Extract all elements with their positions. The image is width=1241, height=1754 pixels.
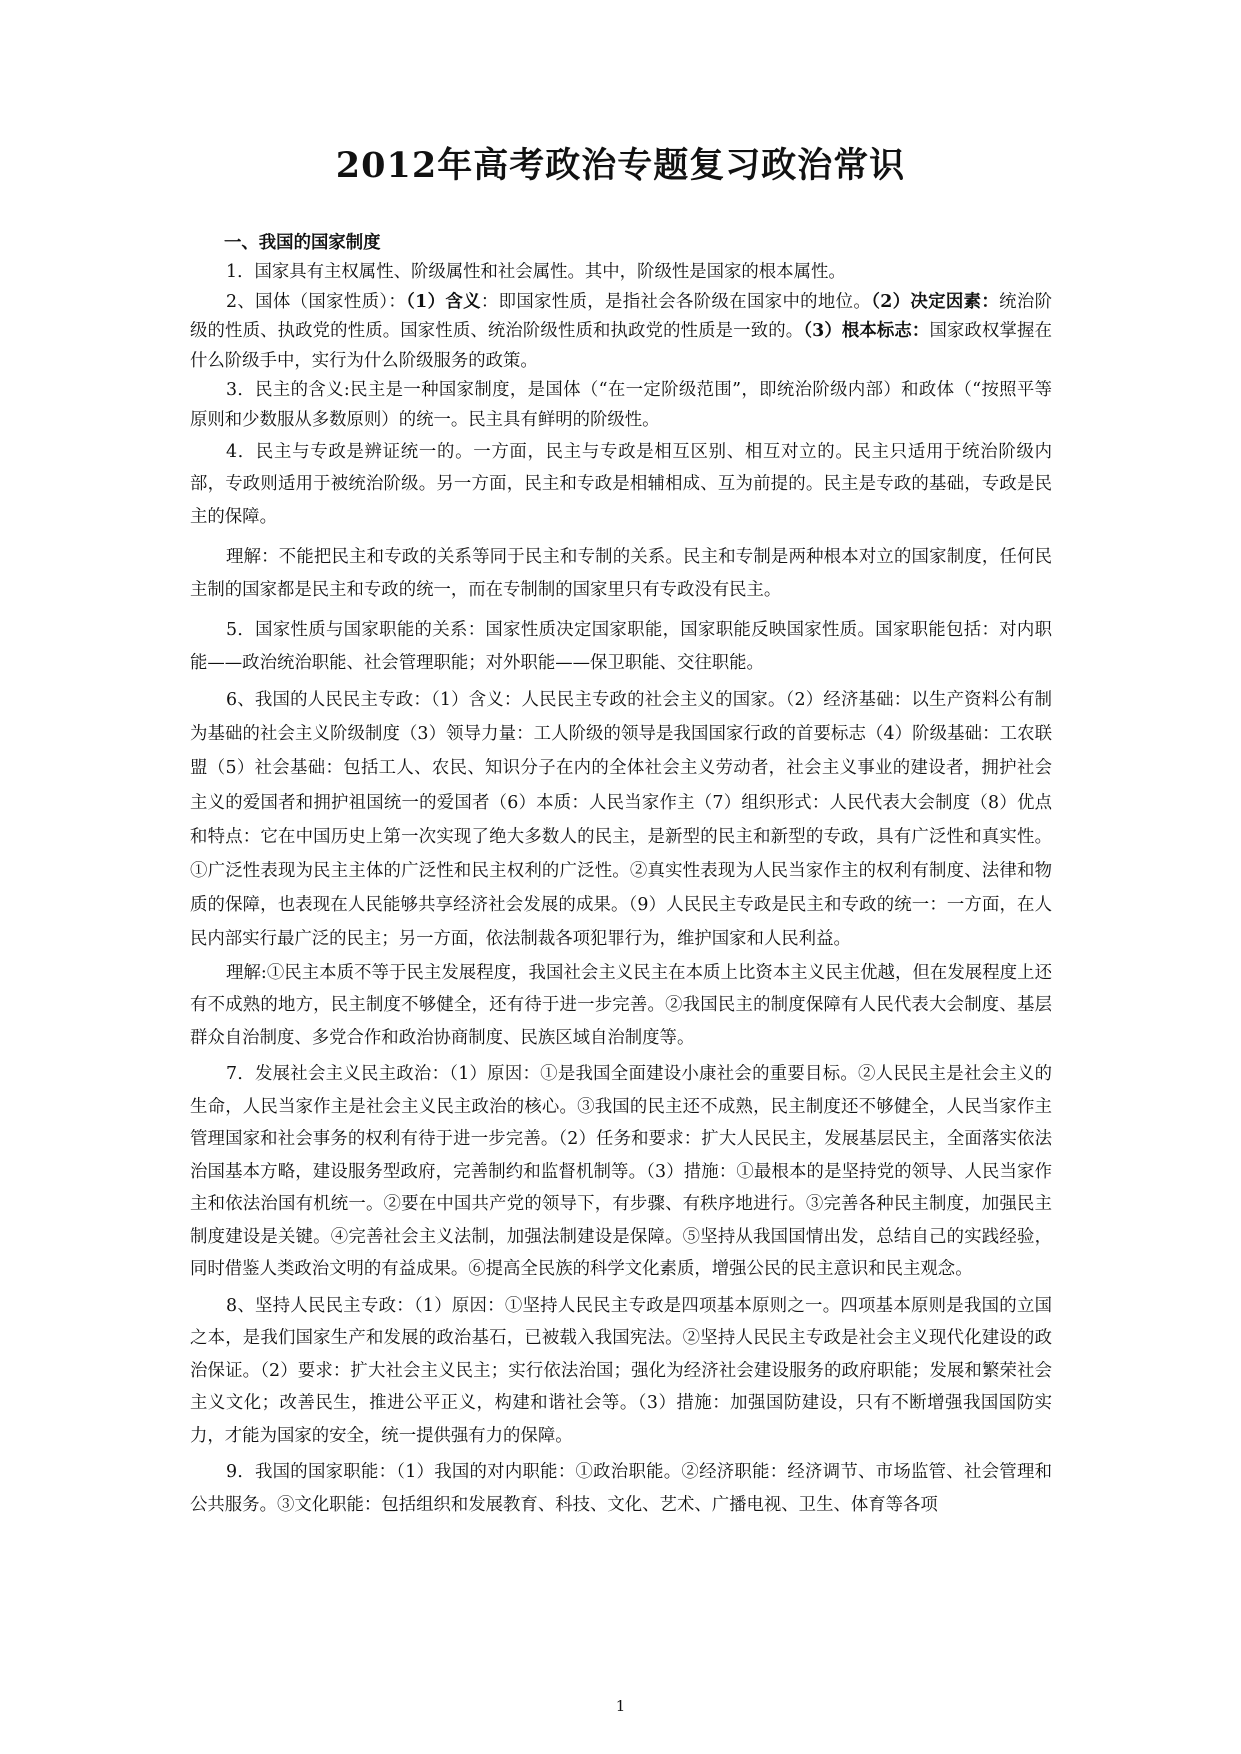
paragraph-7: 6、我国的人民民主专政：（1）含义：人民民主专政的社会主义的国家。（2）经济基础：以生产资料公有制为基础的社会主义阶级制度（3）领导力量：工人阶级的领导是我国国家行政的首要标志（4）阶级基础：工农联盟（5）社会基础：包括工人、农民、知识分子在内的全体社会主义劳动者，社会主义事业的建设者，拥护社会主义的爱国者和拥护祖国统一的爱国者（6）本质：人民当家作主（7）组织形式：人民代表大会制度（8）优点和特点：它在中国历史上第一次实现了绝大多数人的民主，是新型的民主和新型的专政，具有广泛性和真实性。①广泛性表现为民主主体的广泛性和民主权利的广泛性。②真实性表现为人民当家作主的权利有制度、法律和物质的保障，也表现在人民能够共享经济社会发展的成果。（9）人民民主专政是民主和专政的统一：一方面，在人民内部实行最广泛的民主；另一方面，依法制裁各项犯罪行为，维护国家和人民利益。 — [190, 690, 1052, 950]
paragraph-4: 4．民主与专政是辨证统一的。一方面，民主与专政是相互区别、相互对立的。民主只适用于统治阶级内部，专政则适用于被统治阶级。另一方面，民主和专政是相辅相成、互为前提的。民主是专政的基础，专政是民主的保障。 — [190, 441, 1052, 527]
paragraph-6: 5．国家性质与国家职能的关系：国家性质决定国家职能，国家职能反映国家性质。国家职能包括：对内职能——政治统治职能、社会管理职能；对外职能——保卫职能、交往职能。 — [190, 620, 1052, 673]
p2-bold-meaning: （1）含义 — [406, 291, 481, 312]
paragraph-1: 1．国家具有主权属性、阶级属性和社会属性。其中，阶级性是国家的根本属性。 — [226, 262, 846, 282]
p2-bold-sign: （3）根本标志： — [803, 321, 930, 342]
paragraph-11: 9．我国的国家职能：（1）我国的对内职能：①政治职能。②经济职能：经济调节、市场监管、社会管理和公共服务。③文化职能：包括组织和发展教育、科技、文化、艺术、广播电视、卫生、体育等各项 — [190, 1462, 1052, 1515]
paragraph-2 — [190, 288, 1052, 377]
p2-text-c: ：即国家性质，是指社会各阶级在国家中的地位。 — [480, 291, 872, 312]
paragraph-9: 7．发展社会主义民主政治：（1）原因：①是我国全面建设小康社会的重要目标。②人民民主是社会主义的生命，人民当家作主是社会主义民主政治的核心。③我国的民主还不成熟，民主制度还不够健全，人民当家作主管理国家和社会事务的权利有待于进一步完善。（2）任务和要求：扩大人民民主，发展基层民主，全面落实依法治国基本方略，建设服务型政府，完善制约和监督机制等。（3）措施：①最根本的是坚持党的领导、人民当家作主和依法治国有机统一。②要在中国共产党的领导下，有步骤、有秩序地进行。③完善各种民主制度，加强民主制度建设是关键。④完善社会主义法制，加强法制建设是保障。⑤坚持从我国国情出发，总结自己的实践经验，同时借鉴人类政治文明的有益成果。⑥提高全民族的科学文化素质，增强公民的民主意识和民主观念。 — [190, 1064, 1052, 1280]
p2-text-g: 国家政权掌握在什么阶级手中，实行为什么阶级服务的政策。 — [190, 321, 1052, 371]
p2-text-a: 2、国体（国家性质）： — [226, 291, 407, 312]
paragraph-3: 3．民主的含义:民主是一种国家制度，是国体（“在一定阶级范围”，即统治阶级内部）和政体（“按照平等原则和少数服从多数原则）的统一。民主具有鲜明的阶级性。 — [190, 380, 1052, 430]
paragraph-5: 理解：不能把民主和专政的关系等同于民主和专制的关系。民主和专制是两种根本对立的国家制度，任何民主制的国家都是民主和专政的统一，而在专制制的国家里只有专政没有民主。 — [190, 547, 1052, 600]
section-heading: 一、我国的国家制度 — [224, 233, 381, 253]
paragraph-8: 理解:①民主本质不等于民主发展程度，我国社会主义民主在本质上比资本主义民主优越，但在发展程度上还有不成熟的地方，民主制度不够健全，还有待于进一步完善。②我国民主的制度保障有人民代表大会制度、基层群众自治制度、多党合作和政治协商制度、民族区域自治制度等。 — [190, 962, 1052, 1048]
document-title: 2012年高考政治专题复习政治常识 — [335, 145, 906, 186]
document-body — [190, 228, 1052, 1521]
paragraph-10: 8、坚持人民民主专政：（1）原因：①坚持人民民主专政是四项基本原则之一。四项基本原则是我国的立国之本，是我们国家生产和发展的政治基石，已被载入我国宪法。②坚持人民民主专政是社会主义现代化建设的政治保证。（2）要求：扩大社会主义民主；实行依法治国；强化为经济社会建设服务的政府职能；发展和繁荣社会主义文化；改善民生，推进公平正义，构建和谐社会等。（3）措施：加强国防建设，只有不断增强我国国防实力，才能为国家的安全，统一提供强有力的保障。 — [190, 1295, 1052, 1446]
p2-text-e: 统治阶级的性质、执政党的性质。国家性质、统治阶级性质和执政党的性质是一致的。 — [190, 291, 1052, 342]
page-number: 1 — [615, 1697, 626, 1715]
p2-bold-factors: （2）决定因素： — [871, 291, 1000, 312]
